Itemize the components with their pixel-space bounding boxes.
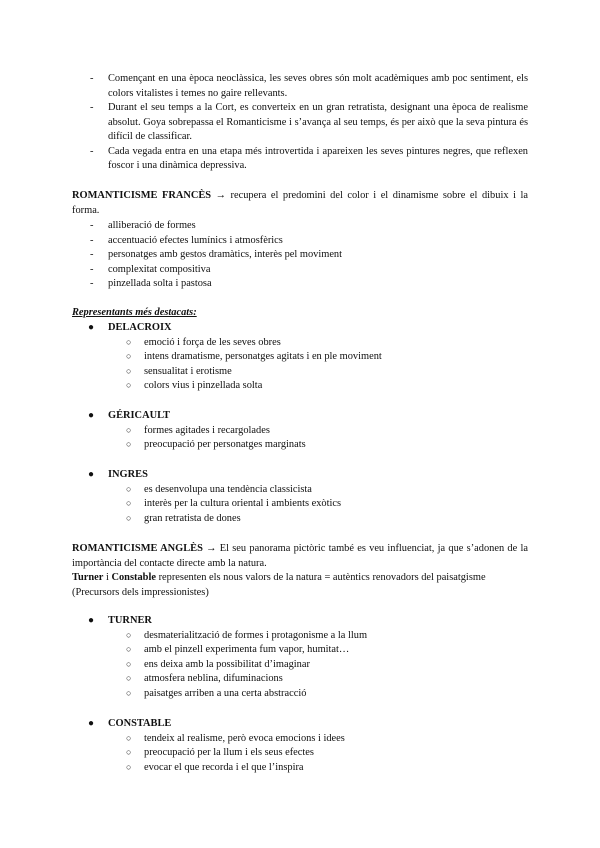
english-heading: ROMANTICISME ANGLÈS [72,543,203,554]
artist-points [72,629,528,702]
artist-heading: ● TURNER [72,614,528,629]
circle-bullet-icon: ○ [126,498,132,508]
list-item: ○ sensualitat i erotisme [126,365,232,377]
list-item: ○ atmosfera neblina, difuminacions [126,673,283,684]
circle-bullet-icon: ○ [126,687,132,698]
artist-points [72,424,528,453]
list-item: ○ emoció i força de les seves obres [126,336,281,348]
artist-heading: ● DELACROIX [72,321,528,336]
list-item: - Cada vegada entra en una etapa més introvertida i apareixen les seves pintures negres, que reflexen foscor i una dinàmica depressiva. [90,145,528,171]
artist-heading: ● INGRES [72,468,528,483]
bullet-icon: ● [88,410,95,421]
list-item: - Durant el seu temps a la Cort, es converteix en un gran retratista, designant una època de realisme absolut. Goya sobrepassa el Romanticisme i s’avança al seu temps, és per això que la seva pintura és difícil de classificar. [90,102,528,142]
english-romanticism-intro [72,542,528,571]
arrow-icon: → [215,190,226,201]
list-item: ○ desmaterialització de formes i protagonisme a la llum [126,629,368,641]
french-heading: ROMANTICISME FRANCÈS [72,190,212,201]
circle-bullet-icon: ○ [126,732,132,743]
list-item: ○ ens deixa amb la possibilitat d’imaginar [126,658,310,670]
list-item: ○ gran retratista de dones [126,512,241,524]
artist-heading: ● CONSTABLE [72,717,528,732]
list-item: ○ colors vius i pinzellada solta [126,380,263,391]
list-item: ○ intens dramatisme, personatges agitats i en ple moviment [126,351,382,362]
circle-bullet-icon: ○ [126,673,132,683]
artist-delacroix [72,321,528,394]
bullet-icon: ● [88,615,95,626]
list-item: ○ preocupació per la llum i els seus efectes [126,747,314,758]
list-item: - Començant en una època neoclàssica, les seves obres són molt acadèmiques amb poc sentiment, els colors vitalistes i temes no gaire rellevants. [90,73,528,99]
french-features-list [72,219,528,292]
circle-bullet-icon: ○ [126,424,132,435]
artist-points [72,732,528,776]
artist-constable [72,717,528,775]
precursors-note: (Precursors dels impressionistes) [72,587,209,598]
circle-bullet-icon: ○ [126,351,132,361]
bullet-icon: ● [88,322,95,333]
circle-bullet-icon: ○ [126,629,132,640]
circle-bullet-icon: ○ [126,761,132,772]
intro-list [72,72,528,174]
list-item: - pinzellada solta i pastosa [90,278,212,289]
turner-constable-paragraph: Turner i Constable representen els nous valors de la natura = autèntics renovadors del paisatgisme [72,572,486,583]
list-item: ○ amb el pinzell experimenta fum vapor, humitat… [126,644,350,655]
bullet-icon: ● [88,718,95,729]
circle-bullet-icon: ○ [126,336,132,347]
circle-bullet-icon: ○ [126,380,132,390]
circle-bullet-icon: ○ [126,658,132,669]
circle-bullet-icon: ○ [126,747,132,757]
circle-bullet-icon: ○ [126,644,132,654]
artist-points [72,336,528,394]
artist-ingres [72,468,528,526]
arrow-icon: → [206,543,217,554]
french-intro-text: recupera el predomini del color i el dinamisme sobre el dibuix i la forma. [72,190,528,216]
list-item: - accentuació efectes lumínics i atmosfèrics [90,234,283,246]
artist-turner [72,614,528,701]
circle-bullet-icon: ○ [126,512,132,523]
list-item: - alliberació de formes [90,220,196,231]
list-item: ○ tendeix al realisme, però evoca emocions i idees [126,732,345,744]
english-intro-text: El seu panorama pictòric també es veu influenciat, ja que s’adonen de la importància del contacte directe amb la natura. [72,543,528,569]
list-item: ○ interès per la cultura oriental i ambients exòtics [126,498,342,509]
representatives-title: Representants més destacats: [72,307,197,318]
list-item: ○ paisatges arriben a una certa abstracció [126,687,307,699]
bullet-icon: ● [88,469,95,480]
french-romanticism-intro [72,189,528,218]
circle-bullet-icon: ○ [126,483,132,494]
artist-heading: ● GÉRICAULT [72,409,528,424]
list-item: ○ formes agitades i recargolades [126,424,270,436]
artist-gericault [72,409,528,453]
list-item: ○ preocupació per personatges marginats [126,439,306,450]
circle-bullet-icon: ○ [126,365,132,376]
artist-points [72,483,528,527]
list-item: - personatges amb gestos dramàtics, interès pel moviment [90,249,343,260]
list-item: - complexitat compositiva [90,263,211,275]
circle-bullet-icon: ○ [126,439,132,449]
list-item: ○ es desenvolupa una tendència classicista [126,483,312,495]
list-item: ○ evocar el que recorda i el que l’inspira [126,761,304,773]
